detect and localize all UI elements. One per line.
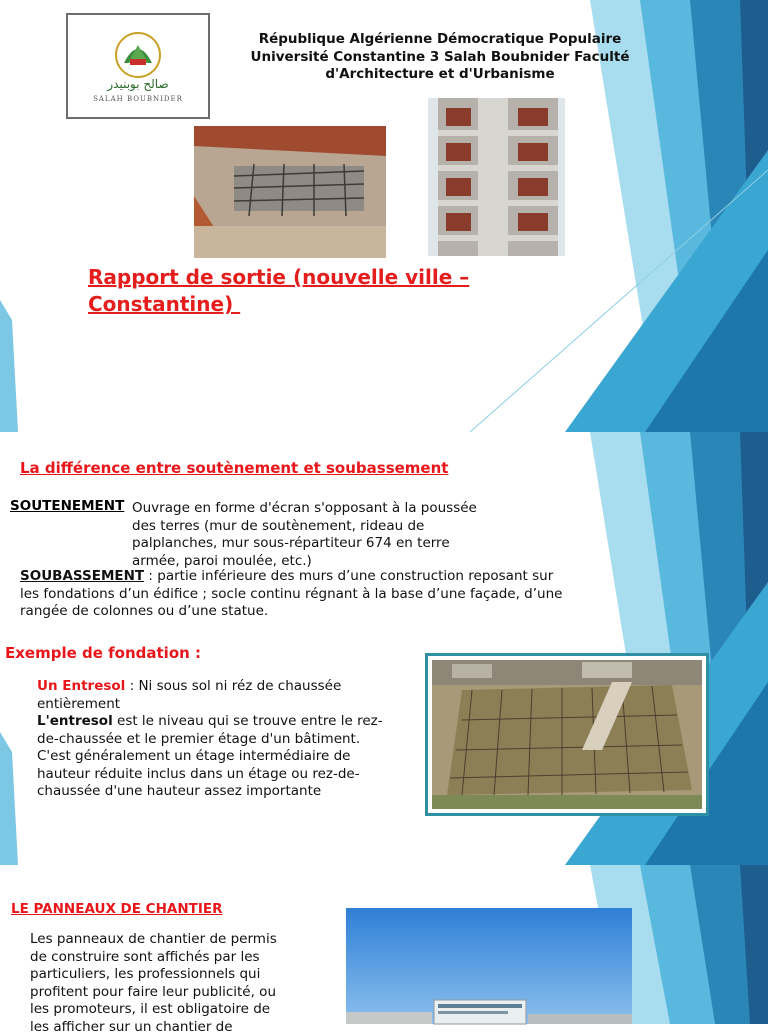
definition-line: armée, paroi moulée, etc.) (132, 553, 512, 571)
soubassement-definition (20, 568, 620, 621)
description-line: les afficher sur un chantier de (30, 1019, 330, 1036)
example-title: Exemple de fondation : (5, 644, 201, 662)
soubassement-term: SOUBASSEMENT (20, 568, 144, 584)
report-title-line: Rapport de sortie (nouvelle ville – (88, 264, 558, 291)
definition-line (20, 568, 620, 586)
foundation-site-photo (425, 653, 709, 816)
definition-line: hauteur réduite inclus dans un étage ou rez-de- (37, 766, 417, 784)
panneaux-description (30, 931, 330, 1036)
slide-3 (0, 865, 768, 1024)
building-photo (428, 98, 565, 256)
entresol-label: Un Entresol (37, 678, 125, 694)
description-line: profitent pour faire leur publicité, ou (30, 984, 330, 1002)
university-logo (66, 13, 210, 119)
header-line: d'Architecture et d'Urbanisme (220, 66, 660, 84)
definition-line (37, 713, 417, 731)
logo-arabic-text: صالح بوبنيدر (68, 77, 208, 91)
report-title (88, 264, 558, 318)
soutenement-term: SOUTENEMENT (10, 498, 124, 514)
slide-2 (0, 432, 768, 865)
header-line: République Algérienne Démocratique Populaire (220, 31, 660, 49)
soutenement-definition (132, 500, 512, 570)
definition-text: : Ni sous sol ni réz de chaussée (125, 678, 341, 694)
description-line: les promoteurs, il est obligatoire de (30, 1001, 330, 1019)
description-line: de construire sont affichés par les (30, 949, 330, 967)
description-line: particuliers, les professionnels qui (30, 966, 330, 984)
definition-line (37, 678, 417, 696)
slide-1 (0, 0, 768, 432)
definition-text: : partie inférieure des murs d’une construction reposant sur (144, 568, 553, 584)
definition-line: rangée de colonnes ou d’une statue. (20, 603, 620, 621)
entresol-term: L'entresol (37, 713, 113, 729)
foundation-photo (194, 126, 386, 258)
definition-line: de-chaussée et le premier étage d'un bâtiment. (37, 731, 417, 749)
section-title: LE PANNEAUX DE CHANTIER (11, 901, 222, 917)
description-line: Les panneaux de chantier de permis (30, 931, 330, 949)
institution-header (220, 31, 660, 84)
header-line: Université Constantine 3 Salah Boubnider Faculté (220, 49, 660, 67)
entresol-definition (37, 678, 417, 801)
definition-line: Ouvrage en forme d'écran s'opposant à la poussée (132, 500, 512, 518)
site-sign-photo (346, 908, 632, 1024)
report-title-line: Constantine) (88, 291, 558, 318)
definition-line: C'est généralement un étage intermédiaire de (37, 748, 417, 766)
definition-line: entièrement (37, 696, 417, 714)
definition-text: est le niveau qui se trouve entre le rez- (113, 713, 383, 729)
definition-line: chaussée d'une hauteur assez importante (37, 783, 417, 801)
definition-line: palplanches, mur sous-répartiteur 674 en terre (132, 535, 512, 553)
definition-line: des terres (mur de soutènement, rideau de (132, 518, 512, 536)
logo-latin-text: SALAH BOUBNIDER (68, 95, 208, 103)
definition-line: les fondations d’un édifice ; socle continu régnant à la base d’une façade, d’une (20, 586, 620, 604)
section-title: La différence entre soutènement et soubassement (20, 459, 448, 477)
